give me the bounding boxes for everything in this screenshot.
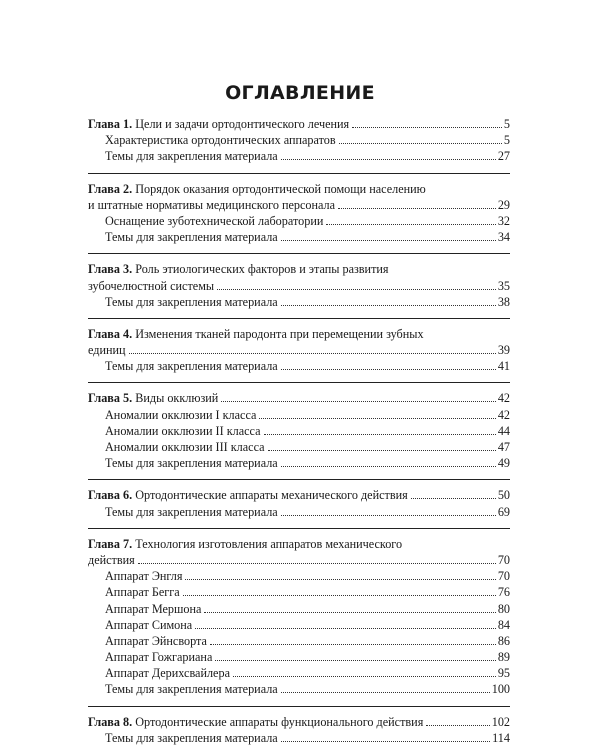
- toc-row[interactable]: [88, 342, 510, 358]
- chapter-title-line: Виды окклюзий: [135, 391, 219, 406]
- chapter-divider: [88, 382, 510, 383]
- toc-row[interactable]: [88, 730, 510, 746]
- page-number: 42: [497, 391, 510, 406]
- toc-subentry: [88, 423, 510, 439]
- toc-row[interactable]: [88, 390, 510, 406]
- subentry-title: Оснащение зуботехнической лаборатории: [105, 213, 324, 228]
- subentry-title: Аномалии окклюзии I класса: [105, 407, 257, 422]
- chapter-title-line: единиц: [88, 343, 126, 358]
- toc-row[interactable]: [88, 617, 510, 633]
- toc-chapter-line: [88, 181, 510, 197]
- toc-subentry: [88, 358, 510, 374]
- toc-entry-text: [88, 390, 218, 406]
- dot-leader: [411, 498, 496, 499]
- subentry-title: Темы для закрепления материала: [105, 456, 278, 471]
- dot-leader: [426, 725, 489, 726]
- toc-subentry: [88, 584, 510, 600]
- subentry-title: Аппарат Мершона: [105, 601, 202, 616]
- dot-leader: [195, 628, 496, 629]
- toc-subentry: [88, 148, 510, 164]
- subentry-title: Темы для закрепления материала: [105, 682, 278, 697]
- toc-subentry: [88, 213, 510, 229]
- subentry-title: Аппарат Энгля: [105, 569, 183, 584]
- page-number: 84: [497, 617, 510, 632]
- chapter-divider: [88, 706, 510, 707]
- subentry-title: Аппарат Дерихсвайлера: [105, 666, 230, 681]
- chapter-title-line: Ортодонтические аппараты функционального действия: [135, 714, 424, 729]
- page-number: 29: [497, 197, 510, 212]
- toc-subentry: [88, 633, 510, 649]
- subentry-title: Аппарат Бегга: [105, 585, 180, 600]
- chapter-title-line: Порядок оказания ортодонтической помощи населению: [135, 181, 426, 196]
- dot-leader: [281, 692, 490, 693]
- toc-row[interactable]: [88, 552, 510, 568]
- page-number: 70: [497, 569, 510, 584]
- dot-leader: [281, 369, 496, 370]
- subentry-title: Аномалии окклюзии II класса: [105, 423, 261, 438]
- toc-row[interactable]: [88, 665, 510, 681]
- toc-chapter: [88, 390, 510, 471]
- chapter-divider: [88, 173, 510, 174]
- chapter-label: Глава 2.: [88, 181, 133, 196]
- toc-chapter: [88, 261, 510, 310]
- toc-entry-text: [88, 181, 426, 197]
- page-number: 38: [497, 294, 510, 309]
- dot-leader: [183, 595, 496, 596]
- toc-subentry: [88, 229, 510, 245]
- page-number: 47: [497, 440, 510, 454]
- toc-row[interactable]: [88, 681, 510, 697]
- dot-leader: [221, 401, 496, 402]
- toc-entry-text: [88, 536, 402, 552]
- toc-subentry: [88, 439, 510, 455]
- dot-leader: [138, 563, 496, 564]
- dot-leader: [326, 224, 495, 225]
- chapter-label: Глава 8.: [88, 714, 133, 729]
- page-number: 69: [497, 504, 510, 519]
- page-title: ОГЛАВЛЕНИЕ: [225, 82, 375, 104]
- page-number: 86: [497, 633, 510, 648]
- toc-chapter-line: [88, 552, 510, 568]
- toc-chapter: [88, 116, 510, 165]
- toc-entry-text: [88, 714, 423, 730]
- toc-subentry: [88, 730, 510, 746]
- toc-subentry: [88, 504, 510, 520]
- subentry-title: Темы для закрепления материала: [105, 504, 278, 519]
- toc-row[interactable]: [88, 407, 510, 423]
- dot-leader: [210, 644, 496, 645]
- chapter-title-line: и штатные нормативы медицинского персонала: [88, 197, 336, 212]
- page-number: 35: [497, 278, 510, 293]
- page-number: 80: [497, 601, 510, 616]
- page-number: 102: [491, 714, 510, 729]
- toc-row[interactable]: [88, 714, 510, 730]
- chapter-label: Глава 7.: [88, 536, 133, 551]
- page-number: 27: [497, 149, 510, 164]
- toc-row[interactable]: [88, 584, 510, 600]
- toc-row[interactable]: [88, 148, 510, 164]
- dot-leader: [281, 515, 496, 516]
- toc-row[interactable]: [88, 455, 510, 471]
- page-number: 32: [497, 213, 510, 228]
- toc-entry-text: [88, 552, 135, 568]
- toc-subentry: [88, 568, 510, 584]
- toc-chapter: [88, 181, 510, 246]
- toc-row[interactable]: [88, 116, 510, 132]
- toc-subentry: [88, 681, 510, 697]
- toc-chapter-line: [88, 278, 510, 294]
- subentry-title: Аппарат Гожгариана: [105, 650, 213, 665]
- chapter-title-line: Цели и задачи ортодонтического лечения: [135, 117, 350, 131]
- chapter-title-line: Ортодонтические аппараты механического действия: [135, 488, 408, 503]
- toc-chapter-line: [88, 536, 510, 552]
- toc-row[interactable]: [88, 294, 510, 310]
- toc-row[interactable]: [88, 601, 510, 617]
- dot-leader: [185, 579, 495, 580]
- dot-leader: [217, 289, 496, 290]
- dot-leader: [352, 127, 502, 128]
- toc-chapter-line: [88, 326, 510, 342]
- subentry-title: Аномалии окклюзии III класса: [105, 440, 265, 454]
- chapter-title-line: Технология изготовления аппаратов механического: [135, 536, 403, 551]
- toc-chapter: [88, 714, 510, 746]
- toc-subentry: [88, 649, 510, 665]
- toc-row[interactable]: [88, 358, 510, 374]
- toc-row[interactable]: [88, 229, 510, 245]
- chapter-divider: [88, 318, 510, 319]
- subentry-title: Темы для закрепления материала: [105, 149, 278, 164]
- page-number: 50: [497, 488, 510, 503]
- toc-chapter: [88, 536, 510, 698]
- chapter-label: Глава 1.: [88, 117, 133, 131]
- subentry-title: Темы для закрепления материала: [105, 730, 278, 745]
- toc-chapter: [88, 326, 510, 375]
- chapter-label: Глава 3.: [88, 262, 133, 277]
- toc-row[interactable]: [88, 278, 510, 294]
- dot-leader: [129, 353, 496, 354]
- toc-chapter-line: [88, 197, 510, 213]
- toc-subentry: [88, 407, 510, 423]
- page-number: 76: [497, 585, 510, 600]
- toc-chapter: [88, 487, 510, 519]
- toc-entry-text: [88, 261, 389, 277]
- toc-chapter-line: [88, 261, 510, 277]
- page-number: 49: [497, 456, 510, 471]
- toc-row[interactable]: [88, 181, 510, 197]
- toc-chapter-line: [88, 116, 510, 132]
- toc-row[interactable]: [88, 439, 510, 455]
- toc-entry-text: [88, 487, 408, 503]
- page-number: 89: [497, 650, 510, 665]
- chapter-label: Глава 5.: [88, 391, 133, 406]
- toc-chapter-line: [88, 714, 510, 730]
- toc-entry-text: [88, 278, 214, 294]
- chapter-title-line: зубочелюстной системы: [88, 278, 215, 293]
- subentry-title: Темы для закрепления материала: [105, 294, 278, 309]
- page-number: 70: [497, 552, 510, 567]
- toc-subentry: [88, 617, 510, 633]
- toc-row[interactable]: [88, 261, 510, 277]
- dot-leader: [281, 240, 496, 241]
- dot-leader: [264, 434, 496, 435]
- dot-leader: [281, 466, 496, 467]
- chapter-title-line: Роль этиологических факторов и этапы развития: [135, 262, 389, 277]
- subentry-title: Аппарат Симона: [105, 617, 193, 632]
- page-number: 114: [492, 730, 510, 745]
- page-number: 5: [503, 117, 510, 131]
- table-of-contents: [88, 116, 510, 746]
- toc-subentry: [88, 665, 510, 681]
- toc-entry-text: [88, 342, 126, 358]
- chapter-divider: [88, 528, 510, 529]
- chapter-title-line: действия: [88, 552, 135, 567]
- chapter-divider: [88, 479, 510, 480]
- page-number: 39: [497, 343, 510, 358]
- toc-subentry: [88, 294, 510, 310]
- toc-chapter-line: [88, 487, 510, 503]
- toc-subentry: [88, 601, 510, 617]
- toc-row[interactable]: [88, 649, 510, 665]
- dot-leader: [268, 450, 496, 451]
- toc-row[interactable]: [88, 132, 510, 148]
- toc-entry-text: [88, 326, 424, 342]
- page-number: 44: [497, 423, 510, 438]
- chapter-label: Глава 6.: [88, 488, 133, 503]
- toc-row[interactable]: [88, 213, 510, 229]
- toc-row[interactable]: [88, 633, 510, 649]
- page-number: 34: [497, 230, 510, 245]
- toc-row[interactable]: [88, 197, 510, 213]
- page-number: 42: [497, 407, 510, 422]
- toc-row[interactable]: [88, 423, 510, 439]
- toc-row[interactable]: [88, 504, 510, 520]
- subentry-title: Аппарат Эйнсворта: [105, 633, 207, 648]
- dot-leader: [339, 143, 502, 144]
- dot-leader: [204, 612, 495, 613]
- chapter-label: Глава 4.: [88, 326, 133, 341]
- subentry-title: Темы для закрепления материала: [105, 359, 278, 374]
- dot-leader: [281, 159, 496, 160]
- page-number: 5: [503, 133, 510, 148]
- toc-subentry: [88, 132, 510, 148]
- toc-row[interactable]: [88, 536, 510, 552]
- dot-leader: [233, 676, 496, 677]
- toc-row[interactable]: [88, 326, 510, 342]
- toc-entry-text: [88, 116, 349, 132]
- page-number: 100: [491, 682, 510, 697]
- dot-leader: [281, 741, 490, 742]
- page-number: 41: [497, 359, 510, 374]
- dot-leader: [215, 660, 495, 661]
- toc-subentry: [88, 455, 510, 471]
- toc-row[interactable]: [88, 568, 510, 584]
- chapter-title-line: Изменения тканей пародонта при перемещении зубных: [135, 326, 424, 341]
- toc-row[interactable]: [88, 487, 510, 503]
- chapter-divider: [88, 253, 510, 254]
- toc-chapter-line: [88, 390, 510, 406]
- page-number: 95: [497, 666, 510, 681]
- dot-leader: [259, 418, 495, 419]
- dot-leader: [338, 208, 496, 209]
- subentry-title: Характеристика ортодонтических аппаратов: [105, 133, 336, 148]
- subentry-title: Темы для закрепления материала: [105, 230, 278, 245]
- toc-chapter-line: [88, 342, 510, 358]
- dot-leader: [281, 305, 496, 306]
- toc-entry-text: [88, 197, 335, 213]
